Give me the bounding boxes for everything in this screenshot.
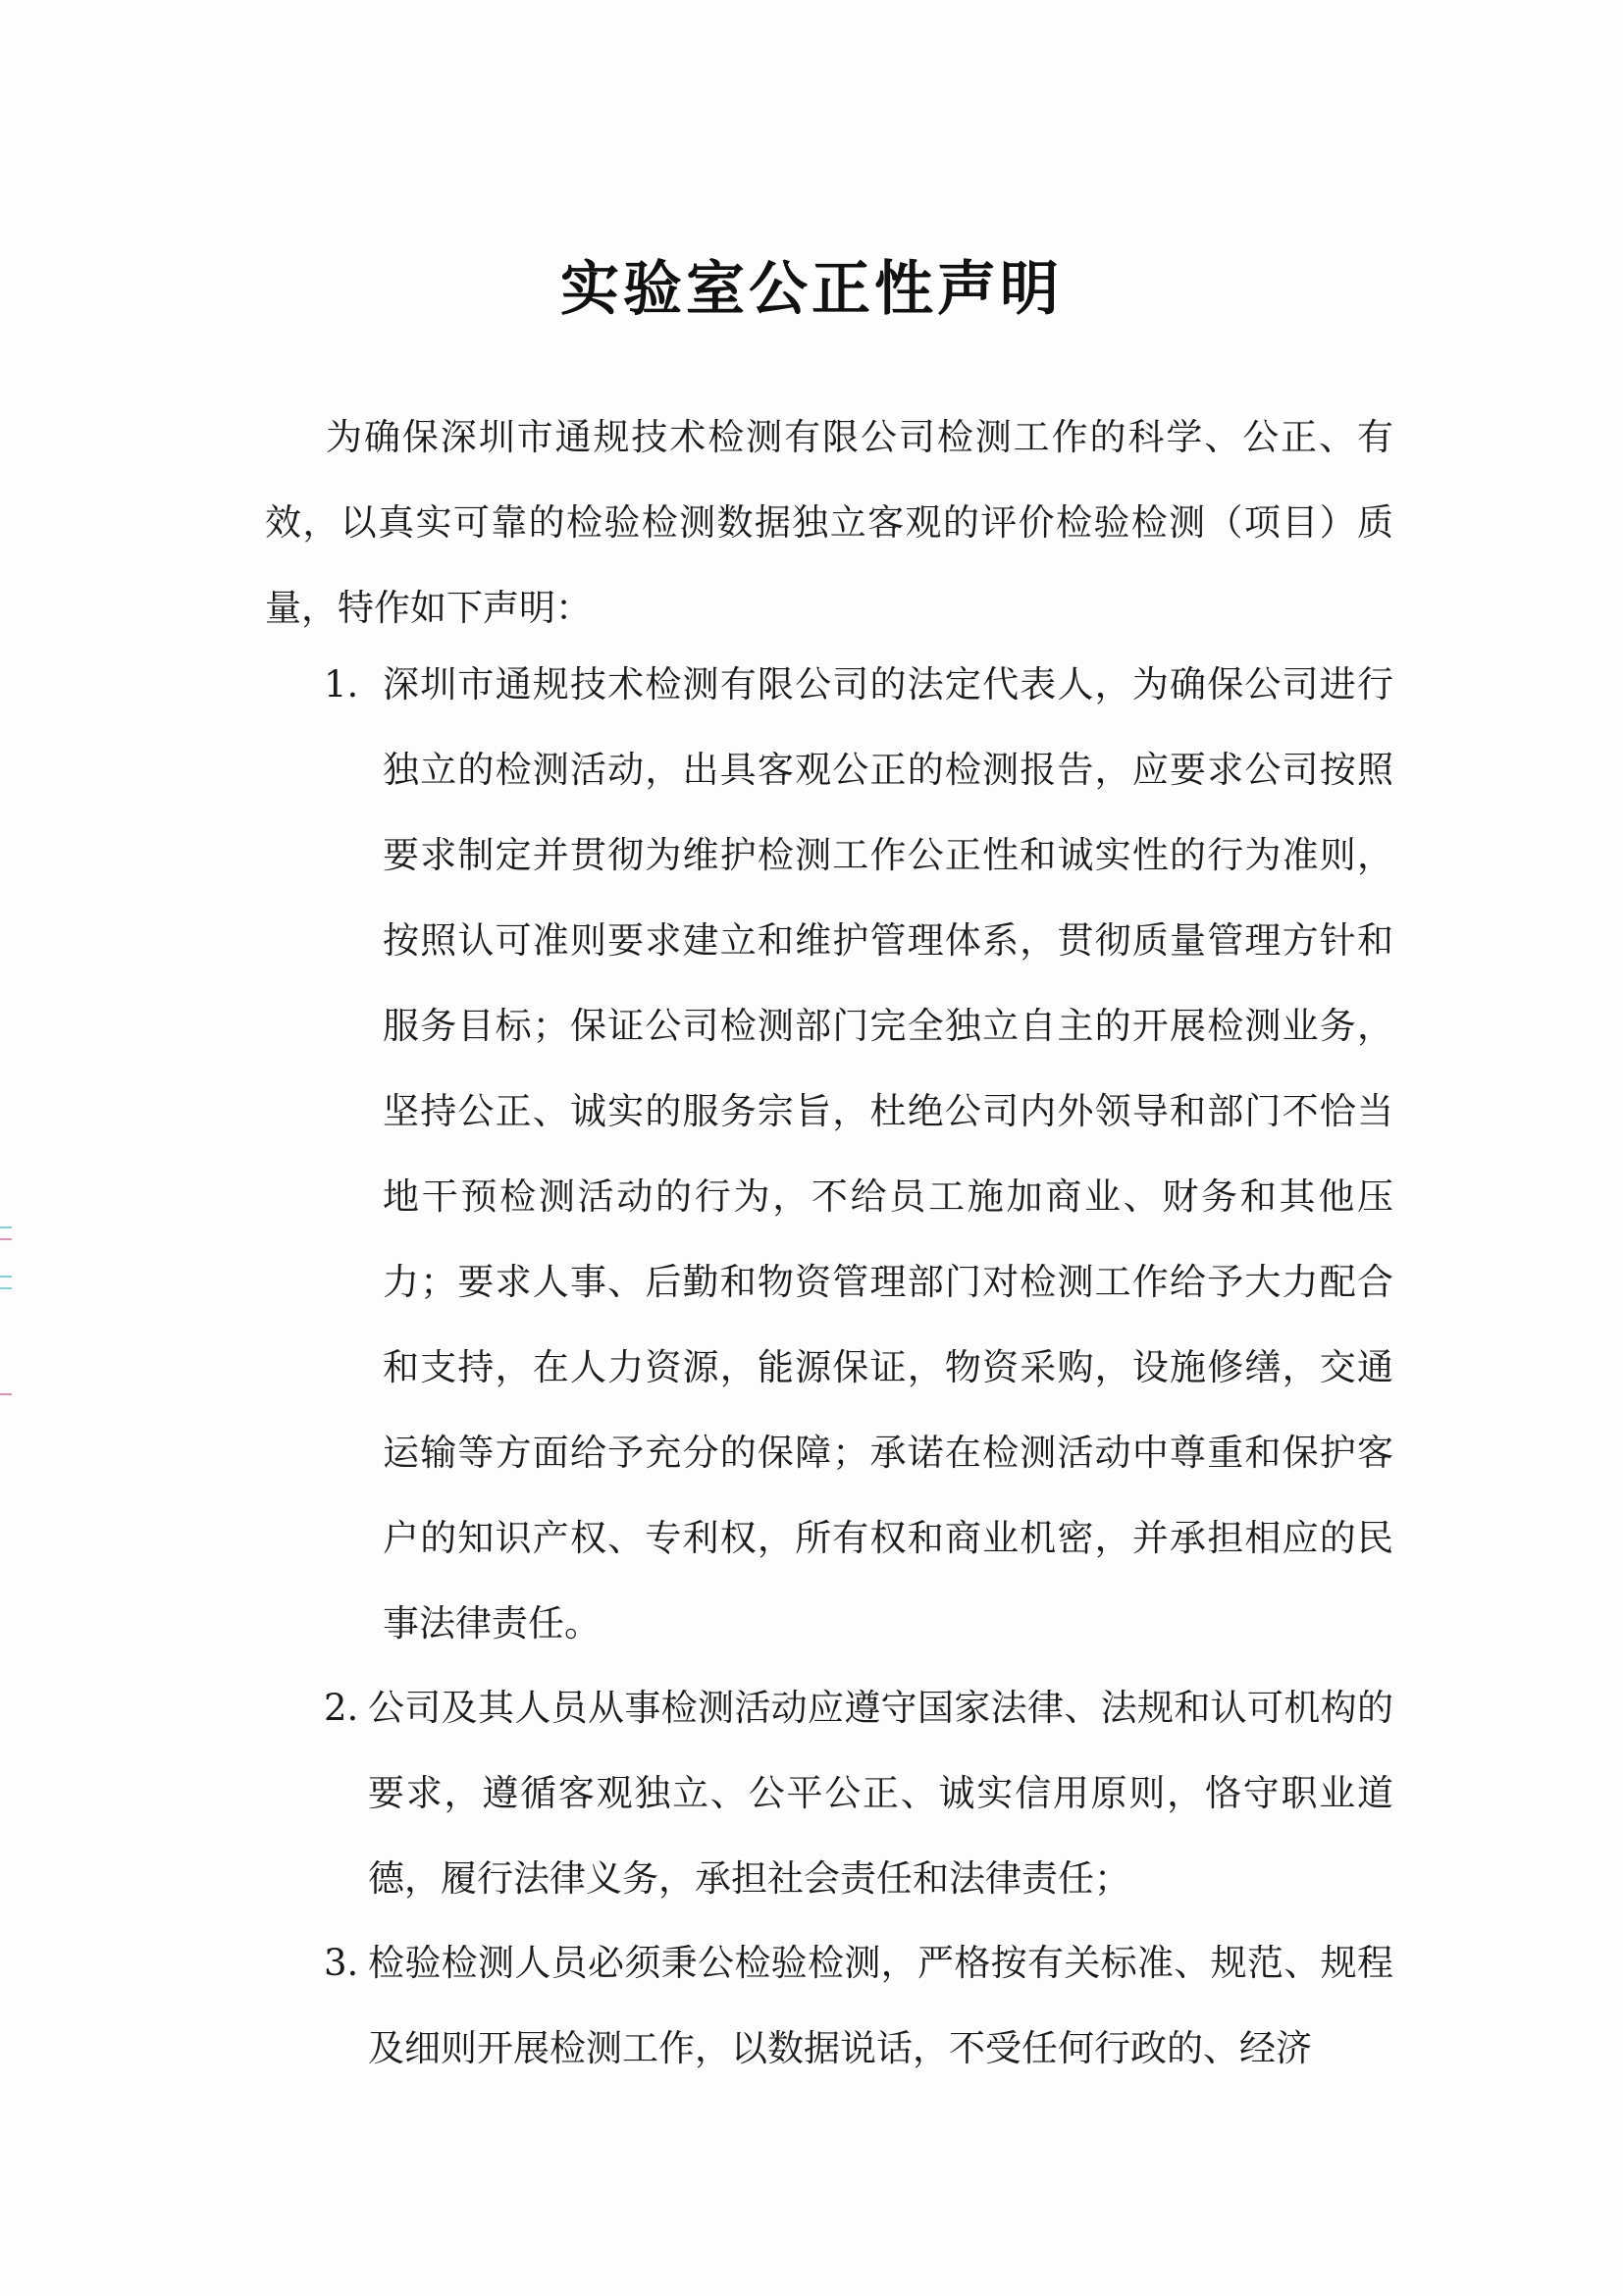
list-item-text: 公司及其人员从事检测活动应遵守国家法律、法规和认可机构的要求，遵循客观独立、公平公正、诚实信用原则，恪守职业道德，履行法律义务，承担社会责任和法律责任；	[368, 1687, 1393, 1900]
page-title: 实验室公正性声明	[560, 255, 1063, 324]
scan-artifact	[0, 1238, 12, 1240]
list-item-text: 深圳市通规技术检测有限公司的法定代表人，为确保公司进行独立的检测活动，出具客观公正的检测报告，应要求公司按照要求制定并贯彻为维护检测工作公正性和诚实性的行为准则，按照认可准则要求建立和维护管理体系，贯彻质量管理方针和服务目标；保证公司检测部门完全独立自主的开展检测业务，坚持公正、诚实的服务宗旨，杜绝公司内外领导和部门不恰当地干预检测活动的行为，不给员工施加商业、财务和其他压力；要求人事、后勤和物资管理部门对检测工作给予大力配合和支持，在人力资源，能源保证，物资采购，设施修缮，交通运输等方面给予充分的保障；承诺在检测活动中尊重和保护客户的知识产权、专利权，所有权和商业机密，并承担相应的民事法律责任。	[383, 663, 1393, 1644]
list-item-number: 2.	[324, 1687, 359, 1729]
scan-artifact	[0, 1226, 12, 1228]
intro-paragraph: 为确保深圳市通规技术检测有限公司检测工作的科学、公正、有效，以真实可靠的检验检测数据独立客观的评价检验检测（项目）质量，特作如下声明：	[265, 416, 1393, 629]
list-item	[324, 642, 1393, 1666]
list-item	[324, 1920, 1393, 2091]
list-item-text: 检验检测人员必须秉公检验检测，严格按有关标准、规范、规程及细则开展检测工作，以数据说话，不受任何行政的、经济	[368, 1942, 1393, 2069]
list-item-number: 1.	[324, 663, 359, 705]
scan-artifact	[0, 1393, 12, 1395]
list-item	[324, 1665, 1393, 1921]
list-item-number: 3.	[324, 1942, 359, 1984]
scan-artifact	[0, 1276, 12, 1278]
scan-artifact	[0, 1287, 12, 1289]
